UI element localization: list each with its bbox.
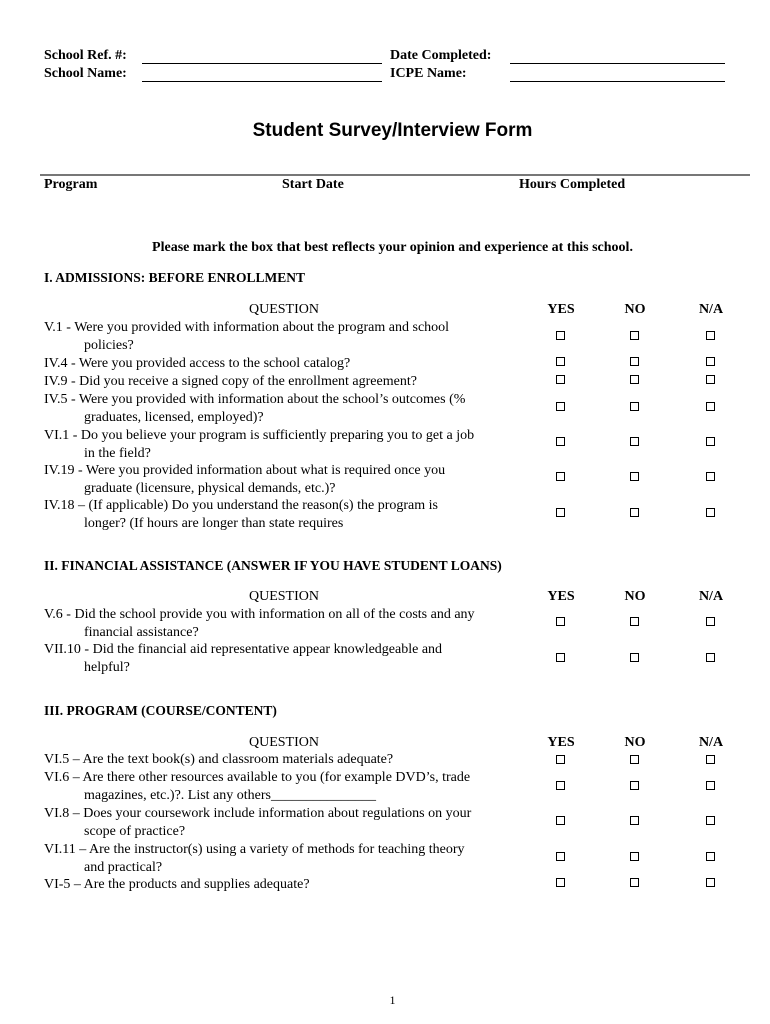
question-header: QUESTION <box>249 735 319 750</box>
page-number: 1 <box>389 993 396 1007</box>
question-text: V.6 - Did the school provide you with information on all of the costs and any <box>44 607 475 622</box>
icpe-name-label: ICPE Name: <box>390 66 467 81</box>
na-checkbox[interactable] <box>706 375 715 384</box>
yes-header: YES <box>547 302 575 317</box>
question-item <box>44 427 524 463</box>
question-item <box>44 355 524 373</box>
na-checkbox[interactable] <box>706 472 715 481</box>
date-completed-field[interactable] <box>510 63 725 64</box>
question-header: QUESTION <box>249 302 319 317</box>
yes-checkbox[interactable] <box>556 816 565 825</box>
yes-checkbox[interactable] <box>556 331 565 340</box>
question-item <box>44 462 524 498</box>
question-item <box>44 841 524 877</box>
question-text-continued: helpful? <box>84 660 130 675</box>
question-item <box>44 391 524 427</box>
question-text: V.1 - Were you provided with information about the program and school <box>44 320 450 335</box>
no-checkbox[interactable] <box>630 331 639 340</box>
question-text-continued: and practical? <box>84 860 163 875</box>
question-text-continued: graduate (licensure, physical demands, etc.)? <box>84 481 336 496</box>
question-item <box>44 319 524 355</box>
question-text: VII.10 - Did the financial aid representative appear knowledgeable and <box>44 642 443 657</box>
na-checkbox[interactable] <box>706 508 715 517</box>
question-text: IV.9 - Did you receive a signed copy of the enrollment agreement? <box>44 374 417 389</box>
school-ref-label: School Ref. #: <box>44 48 127 63</box>
section-title-financial: II. FINANCIAL ASSISTANCE (ANSWER IF YOU HAVE STUDENT LOANS) <box>44 558 502 573</box>
no-checkbox[interactable] <box>630 816 639 825</box>
question-text: VI.1 - Do you believe your program is sufficiently preparing you to get a job <box>44 428 475 443</box>
page-title: Student Survey/Interview Form <box>252 120 533 141</box>
question-text-continued: policies? <box>84 338 134 353</box>
question-text: VI.6 – Are there other resources available to you (for example DVD’s, trade <box>44 770 471 785</box>
question-text-continued: scope of practice? <box>84 824 186 839</box>
question-text-continued: graduates, licensed, employed)? <box>84 410 264 425</box>
question-text: VI.11 – Are the instructor(s) using a variety of methods for teaching theory <box>44 842 465 857</box>
instruction-text: Please mark the box that best reflects your opinion and experience at this school. <box>152 240 633 255</box>
yes-checkbox[interactable] <box>556 472 565 481</box>
yes-checkbox[interactable] <box>556 852 565 861</box>
hours-completed-column-label: Hours Completed <box>519 177 626 192</box>
na-checkbox[interactable] <box>706 331 715 340</box>
na-checkbox[interactable] <box>706 653 715 662</box>
yes-checkbox[interactable] <box>556 508 565 517</box>
no-checkbox[interactable] <box>630 437 639 446</box>
no-checkbox[interactable] <box>630 852 639 861</box>
yes-checkbox[interactable] <box>556 357 565 366</box>
date-completed-label: Date Completed: <box>390 48 492 63</box>
question-text-continued: in the field? <box>84 446 151 461</box>
yes-checkbox[interactable] <box>556 375 565 384</box>
question-item <box>44 769 524 805</box>
na-checkbox[interactable] <box>706 357 715 366</box>
yes-checkbox[interactable] <box>556 402 565 411</box>
question-item <box>44 641 524 677</box>
yes-checkbox[interactable] <box>556 781 565 790</box>
na-header: N/A <box>698 302 724 317</box>
na-checkbox[interactable] <box>706 437 715 446</box>
school-name-label: School Name: <box>44 66 127 81</box>
question-item <box>44 373 524 391</box>
school-ref-field[interactable] <box>142 63 382 64</box>
question-text: IV.18 – (If applicable) Do you understand the reason(s) the program is <box>44 498 438 513</box>
na-checkbox[interactable] <box>706 878 715 887</box>
question-header: QUESTION <box>249 589 319 604</box>
no-checkbox[interactable] <box>630 472 639 481</box>
question-text: IV.19 - Were you provided information about what is required once you <box>44 463 446 478</box>
yes-checkbox[interactable] <box>556 653 565 662</box>
yes-checkbox[interactable] <box>556 755 565 764</box>
no-checkbox[interactable] <box>630 402 639 411</box>
start-date-column-label: Start Date <box>282 177 344 192</box>
question-text-continued: magazines, etc.)?. List any others_______________ <box>84 788 376 803</box>
na-header: N/A <box>698 735 724 750</box>
header-rule <box>40 174 750 176</box>
question-item <box>44 805 524 841</box>
question-item <box>44 606 524 642</box>
section-title-admissions: I. ADMISSIONS: BEFORE ENROLLMENT <box>44 270 306 285</box>
question-text: IV.4 - Were you provided access to the school catalog? <box>44 356 351 371</box>
yes-checkbox[interactable] <box>556 617 565 626</box>
yes-checkbox[interactable] <box>556 437 565 446</box>
question-item <box>44 876 524 894</box>
question-text-continued: financial assistance? <box>84 625 199 640</box>
no-header: NO <box>624 589 646 604</box>
na-header: N/A <box>698 589 724 604</box>
na-checkbox[interactable] <box>706 755 715 764</box>
na-checkbox[interactable] <box>706 852 715 861</box>
no-checkbox[interactable] <box>630 357 639 366</box>
na-checkbox[interactable] <box>706 781 715 790</box>
yes-header: YES <box>547 589 575 604</box>
question-text: IV.5 - Were you provided with information about the school’s outcomes (% <box>44 392 466 407</box>
no-checkbox[interactable] <box>630 508 639 517</box>
no-checkbox[interactable] <box>630 781 639 790</box>
yes-header: YES <box>547 735 575 750</box>
no-checkbox[interactable] <box>630 653 639 662</box>
question-item <box>44 751 524 769</box>
na-checkbox[interactable] <box>706 816 715 825</box>
program-column-label: Program <box>44 177 98 192</box>
question-text-continued: longer? (If hours are longer than state requires <box>84 516 344 531</box>
no-header: NO <box>624 735 646 750</box>
question-text: VI-5 – Are the products and supplies adequate? <box>44 877 310 892</box>
icpe-name-field[interactable] <box>510 81 725 82</box>
na-checkbox[interactable] <box>706 402 715 411</box>
yes-checkbox[interactable] <box>556 878 565 887</box>
question-text: VI.8 – Does your coursework include information about regulations on your <box>44 806 472 821</box>
no-checkbox[interactable] <box>630 755 639 764</box>
school-name-field[interactable] <box>142 81 382 82</box>
no-checkbox[interactable] <box>630 617 639 626</box>
na-checkbox[interactable] <box>706 617 715 626</box>
no-header: NO <box>624 302 646 317</box>
no-checkbox[interactable] <box>630 375 639 384</box>
question-text: VI.5 – Are the text book(s) and classroom materials adequate? <box>44 752 394 767</box>
section-title-program: III. PROGRAM (COURSE/CONTENT) <box>44 703 277 718</box>
no-checkbox[interactable] <box>630 878 639 887</box>
question-item <box>44 497 524 533</box>
